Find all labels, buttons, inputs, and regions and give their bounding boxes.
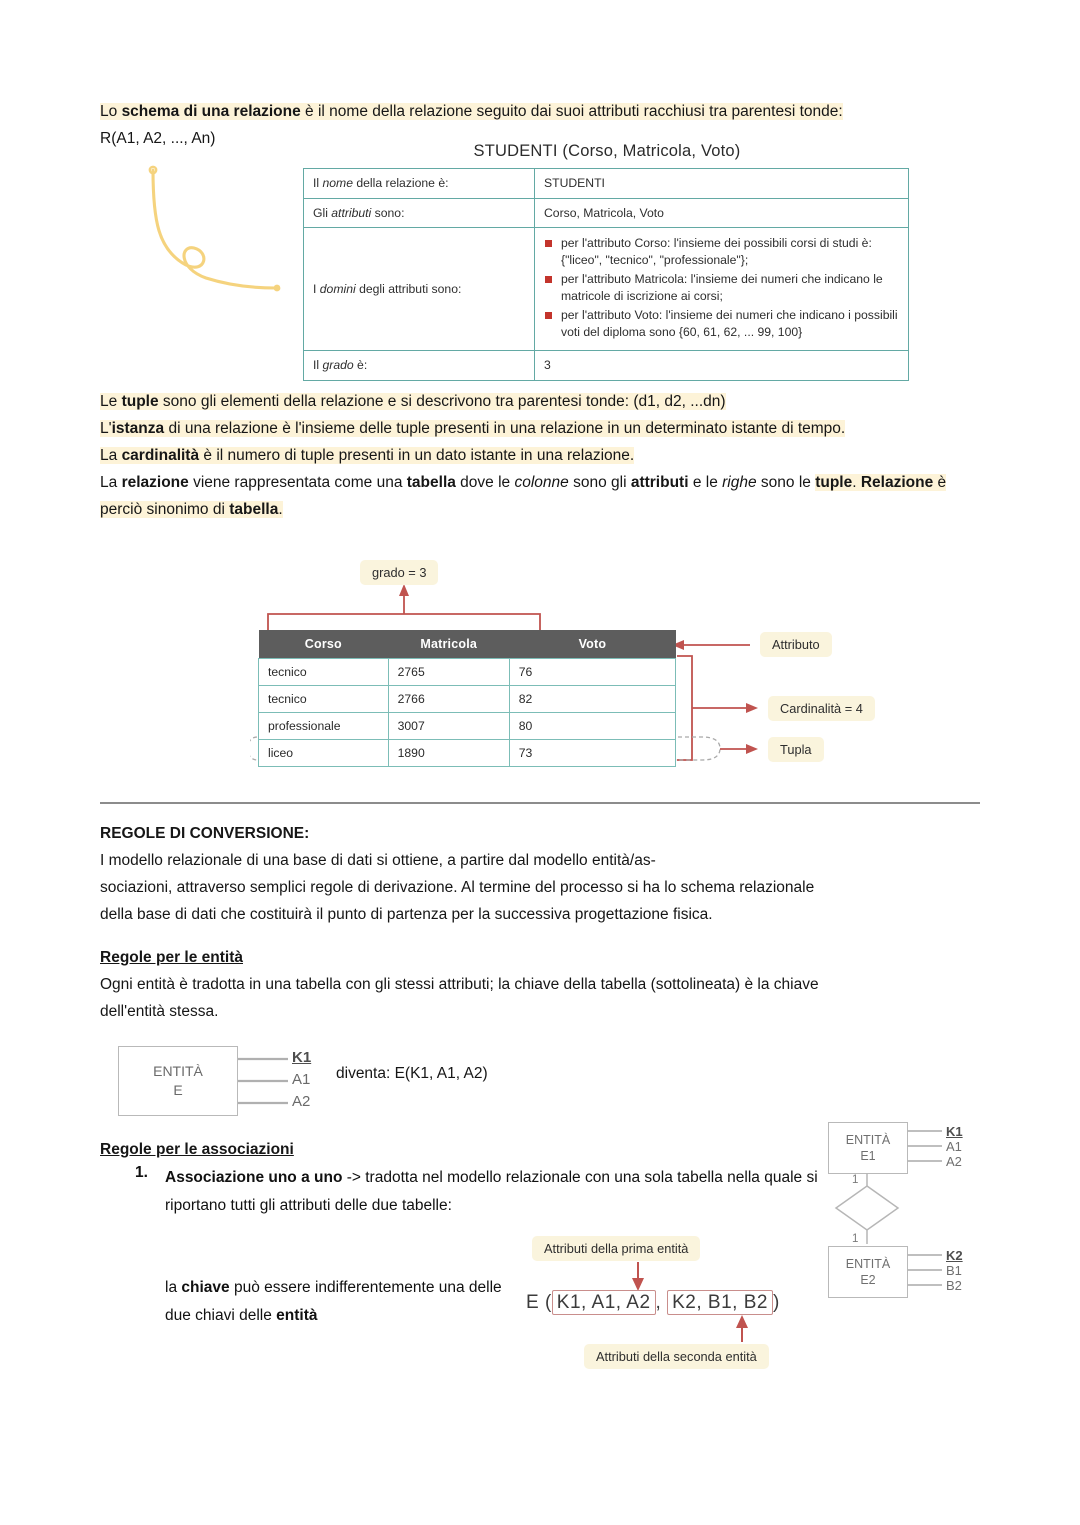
schema-table: [303, 168, 909, 381]
col-header-corso: Corso: [259, 630, 389, 659]
chiave-bold: chiave: [181, 1279, 230, 1296]
attribute-k1: K1: [292, 1049, 312, 1066]
callout-grado: grado = 3: [360, 560, 438, 585]
def-istanza: [100, 415, 980, 442]
list-item-number: 1.: [135, 1164, 148, 1181]
er-entity-label: ENTITÀ: [845, 1257, 891, 1271]
rel-1: La: [100, 474, 122, 491]
formula-prefix: E (: [526, 1292, 552, 1313]
regole-entita-section: [100, 944, 980, 1025]
intro-bold: schema di una relazione: [121, 103, 301, 120]
er-attribute-b1: B1: [946, 1263, 962, 1278]
row-value-attributi: Corso, Matricola, Voto: [535, 198, 909, 228]
intro-line-2: R(A1, A2, ..., An): [100, 130, 216, 147]
callout-cardinalita: Cardinalità = 4: [768, 696, 875, 721]
label-pre: Il: [313, 358, 323, 372]
tuple-pre: Le: [100, 393, 122, 410]
card-bold: cardinalità: [121, 447, 200, 464]
rel-13: .: [852, 474, 861, 491]
cell: 1890: [388, 740, 509, 767]
row-value-nome: STUDENTI: [535, 169, 909, 199]
table-row: [304, 169, 909, 199]
entity-conversion-result: diventa: E(K1, A1, A2): [336, 1065, 488, 1082]
formula-diagram: [512, 1232, 932, 1372]
er-entity-e1-text: [846, 1132, 890, 1164]
chiave-paragraph: [165, 1274, 525, 1330]
row-label-attributi: [304, 198, 535, 228]
entity-attribute-connectors: [236, 1042, 300, 1120]
er-entity-name: E1: [860, 1149, 876, 1163]
intro-pre: Lo: [100, 103, 122, 120]
label-pre: Il: [313, 176, 323, 190]
curly-arrow-icon: [128, 140, 308, 320]
er-attribute-a1: A1: [946, 1139, 962, 1154]
conversione-line-2: sociazioni, attraverso semplici regole di derivazione. Al termine del processo si ha lo schema relazionale: [100, 879, 815, 896]
card-pre: La: [100, 447, 122, 464]
relational-formula: [526, 1292, 780, 1314]
regole-entita-heading: Regole per le entità: [100, 949, 243, 966]
rel-5: dove le: [455, 474, 515, 491]
def-relazione: [100, 469, 980, 523]
label-post: è:: [353, 358, 368, 372]
istanza-pre: L': [100, 420, 112, 437]
entity-box: [118, 1046, 238, 1116]
entity-box-text: [153, 1062, 203, 1100]
conversione-line-1: I modello relazionale di una base di dati si ottiene, a partire dal modello entità/as-: [100, 852, 656, 869]
er-attribute-k1: K1: [946, 1124, 963, 1139]
regole-entita-line-2: dell'entità stessa.: [100, 1003, 219, 1020]
list-item: per l'attributo Matricola: l'insieme dei numeri che indicano le matricole di iscrizione ai corsi;: [544, 271, 899, 305]
list-item: [165, 1164, 840, 1220]
cell: 2766: [388, 686, 509, 713]
table-row: [304, 351, 909, 381]
rel-16: tabella: [229, 501, 279, 518]
table-row: [259, 740, 676, 767]
rel-15: è perciò sinonimo di: [100, 474, 947, 518]
cell: tecnico: [259, 686, 389, 713]
list-item-rest: -> tradotta nel modello relazionale con una sola tabella nella quale si riportano tutti gli attributi delle due tabelle:: [165, 1169, 818, 1214]
tuple-post: sono gli elementi della relazione e si descrivono tra parentesi tonde: (d1, d2, ...dn): [158, 393, 726, 410]
intro-post: è il nome della relazione seguito dai suoi attributi racchiusi tra parentesi tonde:: [300, 103, 843, 120]
callout-attributi-seconda: Attributi della seconda entità: [584, 1344, 769, 1369]
list-item-bold: Associazione uno a uno: [165, 1169, 343, 1186]
rel-14: Relazione: [860, 474, 934, 491]
er-entity-name: E2: [860, 1273, 876, 1287]
schema-table-title: STUDENTI (Corso, Matricola, Voto): [473, 142, 741, 160]
instance-table-diagram: [250, 556, 870, 786]
table-row: [304, 228, 909, 351]
card-post: è il numero di tuple presenti in un dato istante in una relazione.: [199, 447, 635, 464]
conversione-section: [100, 820, 980, 928]
er-entity-box-e1: [828, 1122, 908, 1174]
rel-3: viene rappresentata come una: [188, 474, 407, 491]
attribute-a1: A1: [292, 1071, 311, 1088]
er-attribute-a2: A2: [946, 1154, 962, 1169]
label-pre: Gli: [313, 205, 332, 220]
intro-line-1: [100, 103, 843, 120]
label-em: attributi: [331, 205, 372, 220]
domain-bullet-list: [544, 235, 899, 341]
row-label-grado: [304, 351, 535, 381]
rel-2: relazione: [121, 474, 189, 491]
rel-8: attributi: [630, 474, 689, 491]
section-divider: [100, 802, 980, 804]
rel-7: sono gli: [568, 474, 631, 491]
regole-associazioni-heading: Regole per le associazioni: [100, 1141, 294, 1158]
label-post: degli attributi sono:: [355, 281, 462, 296]
rel-12: tuple: [815, 474, 853, 491]
regole-entita-line-1: Ogni entità è tradotta in una tabella con gli stessi attributi; la chiave della tabella (sottolineata) è la chiave: [100, 976, 819, 993]
row-value-grado: 3: [535, 351, 909, 381]
formula-suffix: ): [772, 1292, 780, 1313]
col-header-matricola: Matricola: [388, 630, 509, 659]
label-em: domini: [319, 281, 356, 296]
cell: 82: [509, 686, 675, 713]
cardinality-top: 1: [852, 1174, 859, 1186]
cell: tecnico: [259, 659, 389, 686]
row-value-domini: [535, 228, 909, 351]
entity-label: ENTITÀ: [153, 1063, 203, 1079]
table-row: [259, 713, 676, 740]
chiave-pre: la: [165, 1279, 182, 1296]
list-item: per l'attributo Voto: l'insieme dei numeri che indicano i possibili voti del diploma sono {60, 61, 62, ... 99, 100}: [544, 307, 899, 341]
formula-group-2: K2, B1, B2: [667, 1290, 773, 1315]
rel-4: tabella: [406, 474, 456, 491]
row-label-domini: [304, 228, 535, 351]
entity-name: E: [173, 1082, 183, 1098]
table-row: [259, 686, 676, 713]
table-row: [304, 198, 909, 228]
label-em: grado: [322, 358, 354, 372]
rel-6: colonne: [514, 474, 569, 491]
label-post: sono:: [371, 205, 405, 220]
formula-group-1: K1, A1, A2: [552, 1290, 656, 1315]
conversione-line-3: della base di dati che costituirà il punto di partenza per la successiva progettazione fisica.: [100, 906, 713, 923]
label-em: nome: [322, 176, 353, 190]
instance-table: [258, 630, 676, 767]
cardinality-bottom: 1: [852, 1233, 859, 1245]
er-entity-label: ENTITÀ: [845, 1133, 891, 1147]
tuple-bold: tuple: [121, 393, 159, 410]
rel-11: sono le: [756, 474, 816, 491]
list-item: per l'attributo Corso: l'insieme dei possibili corsi di studi è: {"liceo", "tecnico", "professionale"};: [544, 235, 899, 269]
er-attribute-k2: K2: [946, 1248, 963, 1263]
er-attribute-b2: B2: [946, 1278, 962, 1293]
callout-attributo: Attributo: [760, 632, 832, 657]
cell: professionale: [259, 713, 389, 740]
definitions-paragraph: [100, 388, 980, 523]
callout-tupla: Tupla: [768, 737, 824, 762]
table-header-row: [259, 630, 676, 659]
regole-associazioni-section: [100, 1136, 840, 1163]
callout-attributi-prima: Attributi della prima entità: [532, 1236, 700, 1261]
label-pre: I: [313, 281, 320, 296]
def-cardinalita: [100, 442, 980, 469]
label-post: della relazione è:: [352, 176, 449, 190]
cell: 80: [509, 713, 675, 740]
istanza-post: di una relazione è l'insieme delle tuple presenti in una relazione in un determinato istante di tempo.: [164, 420, 846, 437]
table-row: [259, 659, 676, 686]
cell: liceo: [259, 740, 389, 767]
rel-10: righe: [722, 474, 757, 491]
cell: 2765: [388, 659, 509, 686]
conversione-heading: REGOLE DI CONVERSIONE:: [100, 825, 310, 842]
cell: 3007: [388, 713, 509, 740]
cell: 73: [509, 740, 675, 767]
rel-17: .: [278, 501, 283, 518]
rel-9: e le: [688, 474, 723, 491]
schema-table-block: [303, 142, 911, 381]
istanza-bold: istanza: [111, 420, 165, 437]
chiave-bold-2: entità: [276, 1307, 318, 1324]
row-label-nome: [304, 169, 535, 199]
formula-separator: ,: [655, 1292, 662, 1313]
col-header-voto: Voto: [509, 630, 675, 659]
attribute-a2: A2: [292, 1093, 311, 1110]
chiave-mid: può essere indifferentemente una delle due chiavi delle: [165, 1279, 502, 1324]
def-tuple: [100, 388, 980, 415]
cell: 76: [509, 659, 675, 686]
